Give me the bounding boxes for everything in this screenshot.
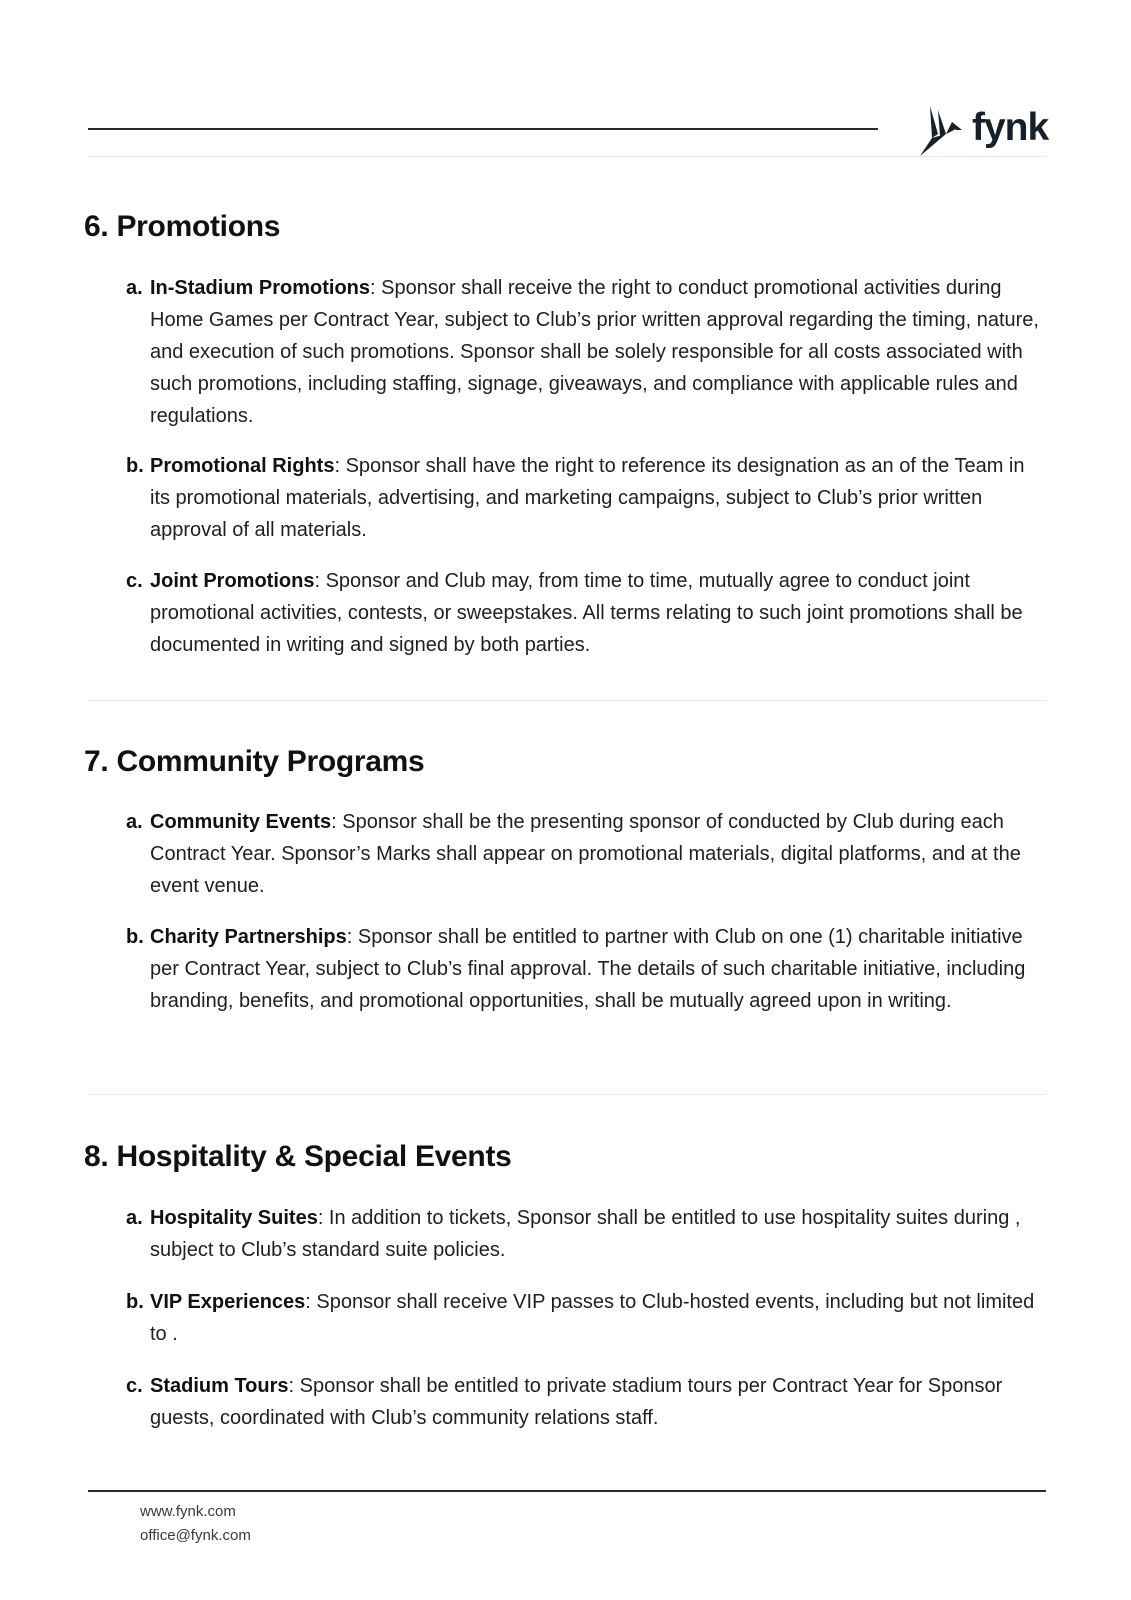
section-title-community-programs: 7. Community Programs (84, 745, 425, 778)
clause-promotional-rights (126, 450, 1046, 546)
clause-term: VIP Experiences (150, 1291, 306, 1313)
clause-marker: c. (126, 1375, 143, 1397)
clause-term: In-Stadium Promotions (150, 277, 370, 299)
clause-term: Charity Partnerships (150, 926, 347, 948)
footer-rule (88, 1490, 1046, 1492)
clause-charity-partnerships (126, 921, 1046, 1017)
clause-term: Community Events (150, 811, 332, 833)
clause-text: : Sponsor shall be entitled to partner with Club on one (1) charitable initiative per Contract Year, subject to Club’s final approval. The details of such charitable initiative, including branding, benefits, and promotional opportunities, shall be mutually agreed upon in writing. (150, 926, 1026, 1012)
clause-text: : Sponsor shall receive the right to conduct promotional activities during Home Games per Contract Year, subject to Club’s prior written approval regarding the timing, nature, and execution of such promotions. Sponsor shall be solely responsible for all costs associated with such promotions, including staffing, signage, giveaways, and compliance with applicable rules and regulations. (150, 277, 1039, 427)
header-rule (88, 128, 878, 130)
clause-in-stadium-promotions (126, 272, 1046, 432)
section-divider (88, 1094, 1046, 1095)
origami-bird-icon (918, 104, 970, 158)
clause-marker: c. (126, 570, 143, 592)
clause-vip-experiences (126, 1286, 1046, 1350)
clause-community-events (126, 806, 1046, 902)
section-divider (88, 700, 1046, 701)
footer-website-link[interactable]: www.fynk.com (140, 1503, 236, 1520)
clause-hospitality-suites (126, 1202, 1046, 1266)
clause-joint-promotions (126, 565, 1046, 661)
clause-term: Promotional Rights (150, 455, 335, 477)
section-title-promotions: 6. Promotions (84, 210, 281, 243)
clause-text: : Sponsor shall receive VIP passes to Club-hosted events, including but not limited to . (150, 1291, 1035, 1345)
section-title-hospitality: 8. Hospitality & Special Events (84, 1140, 512, 1173)
clause-text: : Sponsor shall be entitled to private stadium tours per Contract Year for Sponsor guests, coordinated with Club’s community relations staff. (150, 1375, 1003, 1429)
clause-marker: b. (126, 1291, 144, 1313)
clause-marker: a. (126, 811, 143, 833)
clause-marker: b. (126, 455, 144, 477)
footer-email-link[interactable]: office@fynk.com (140, 1527, 251, 1544)
header-divider (88, 156, 1046, 157)
clause-marker: b. (126, 926, 144, 948)
clause-term: Hospitality Suites (150, 1207, 318, 1229)
clause-text: : Sponsor shall have the right to reference its designation as an of the Team in its promotional materials, advertising, and marketing campaigns, subject to Club’s prior written approval of all materials. (150, 455, 1025, 541)
fynk-logo (918, 104, 1048, 158)
clause-text: : Sponsor shall be the presenting sponsor of conducted by Club during each Contract Year. Sponsor’s Marks shall appear on promotional materials, digital platforms, and at the event venue. (150, 811, 1021, 897)
clause-term: Joint Promotions (150, 570, 315, 592)
clause-text: : Sponsor and Club may, from time to time, mutually agree to conduct joint promotional activities, contests, or sweepstakes. All terms relating to such joint promotions shall be documented in writing and signed by both parties. (150, 570, 1023, 656)
clause-marker: a. (126, 277, 143, 299)
clause-marker: a. (126, 1207, 143, 1229)
clause-term: Stadium Tours (150, 1375, 289, 1397)
logo-wordmark: fynk (972, 106, 1049, 149)
clause-text: : In addition to tickets, Sponsor shall be entitled to use hospitality suites during , subject to Club’s standard suite policies. (150, 1207, 1021, 1261)
clause-stadium-tours (126, 1370, 1046, 1434)
